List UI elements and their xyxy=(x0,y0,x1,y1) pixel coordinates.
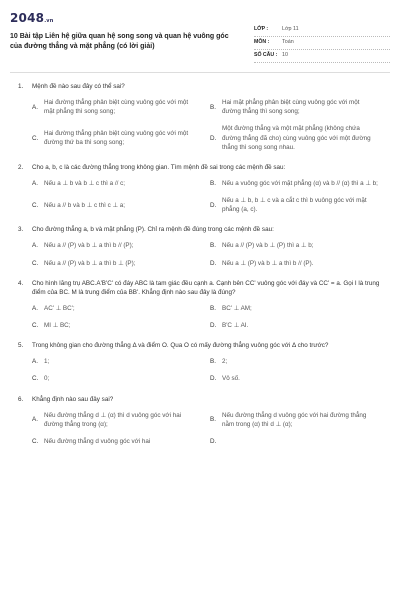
option-b[interactable]: B. Nếu a vuông góc với mặt phẳng (α) và b // (α) thì a ⊥ b; xyxy=(210,179,378,187)
question-4 xyxy=(18,279,382,331)
question-text: Cho hình lăng trụ ABC.A'B'C' có đáy ABC là tam giác đều cạnh a. Cạnh bên CC' vuông góc với đáy và CC' = a. Gọi I là trung điểm của BC. M là trung điểm của BB'. Khẳng định nào sau đây là đúng? xyxy=(32,279,380,296)
option-c[interactable]: C. Hai đường thẳng phân biệt cùng vuông góc với một đường thứ ba thì song song; xyxy=(32,129,189,147)
option-a[interactable]: A. Nếu đường thẳng d ⊥ (α) thì d vuông góc với hai đường thẳng trong (α); xyxy=(32,411,182,428)
question-6 xyxy=(18,395,382,447)
question-number: 5. xyxy=(18,342,24,350)
question-list xyxy=(18,82,382,457)
option-b[interactable]: B. Nếu a // (P) và b ⊥ (P) thì a ⊥ b; xyxy=(210,242,314,250)
option-d[interactable]: D. Nếu a ⊥ b, b ⊥ c và a cắt c thì b vuông góc với mặt phẳng (a, c). xyxy=(210,197,367,214)
option-b[interactable]: B. Hai mặt phẳng phân biệt cùng vuông góc với một đường thẳng thì song song; xyxy=(210,99,360,116)
option-d[interactable]: D. Nếu a ⊥ (P) và b ⊥ a thì b // (P). xyxy=(210,259,314,267)
option-a[interactable]: A. AC' ⊥ BC'; xyxy=(32,304,75,312)
option-c[interactable]: C. 0; xyxy=(32,375,50,383)
option-a[interactable]: A. Nếu a ⊥ b và b ⊥ c thì a // c; xyxy=(32,179,125,187)
option-b[interactable]: B. BC' ⊥ AM; xyxy=(210,304,252,312)
option-d[interactable]: D. Vô số. xyxy=(210,375,240,383)
meta-subject: MÔN : Toán xyxy=(254,37,390,50)
question-3 xyxy=(18,225,382,267)
question-text: Cho a, b, c là các đường thẳng trong không gian. Tìm mệnh đề sai trong các mệnh đề sau: xyxy=(32,163,286,171)
question-text: Trong không gian cho đường thẳng Δ và điểm O. Qua O có mấy đường thẳng vuông góc với Δ cho trước? xyxy=(32,342,329,350)
question-text: Mệnh đề nào sau đây có thể sai? xyxy=(32,83,125,90)
question-2 xyxy=(18,163,382,215)
document-header xyxy=(10,10,390,68)
document-meta xyxy=(254,24,390,63)
option-b[interactable]: B. Nếu đường thẳng d vuông góc với hai đường thẳng nằm trong (α) thì d ⊥ (α); xyxy=(210,411,367,428)
question-text: Khẳng định nào sau đây sai? xyxy=(32,395,114,403)
option-c[interactable]: C. Nếu a // b và b ⊥ c thì c ⊥ a; xyxy=(32,201,125,209)
option-d[interactable]: D. xyxy=(210,437,217,445)
option-a[interactable]: A. Hai đường thẳng phân biệt cùng vuông góc với một mặt phẳng thì song song; xyxy=(32,99,189,116)
option-a[interactable]: A. Nếu a // (P) và b ⊥ a thì b // (P); xyxy=(32,242,134,250)
meta-question-count: SỐ CÂU : 10 xyxy=(254,50,390,63)
meta-class: LỚP : Lớp 11 xyxy=(254,24,390,37)
question-number: 2. xyxy=(18,163,24,171)
document-title: 10 Bài tập Liên hệ giữa quan hệ song song và quan hệ vuông góc của đường thẳng và mặt phẳng (có lời giải) xyxy=(10,33,229,50)
option-d[interactable]: D. Một đường thẳng và một mặt phẳng (không chứa đường thẳng đã cho) cùng vuông góc với một đường thẳng thì song song nhau. xyxy=(210,125,371,151)
question-number: 4. xyxy=(18,279,24,287)
question-text: Cho đường thẳng a, b và mặt phẳng (P). Chỉ ra mệnh đề đúng trong các mệnh đề sau: xyxy=(32,226,274,234)
question-1 xyxy=(18,82,382,152)
option-d[interactable]: D. B'C ⊥ AI. xyxy=(210,322,249,329)
option-c[interactable]: C. Nếu a // (P) và b ⊥ a thì b ⊥ (P); xyxy=(32,259,136,267)
question-number: 6. xyxy=(18,395,24,403)
question-number: 3. xyxy=(18,226,24,234)
option-a[interactable]: A. 1; xyxy=(32,358,50,366)
question-number: 1. xyxy=(18,83,24,90)
header-divider xyxy=(10,72,390,73)
option-c[interactable]: C. MI ⊥ BC; xyxy=(32,322,71,329)
option-b[interactable]: B. 2; xyxy=(210,358,228,366)
option-c[interactable]: C. Nếu đường thẳng d vuông góc với hai xyxy=(32,437,151,445)
question-5 xyxy=(18,341,382,383)
site-logo[interactable]: 2048.vn xyxy=(10,11,54,25)
